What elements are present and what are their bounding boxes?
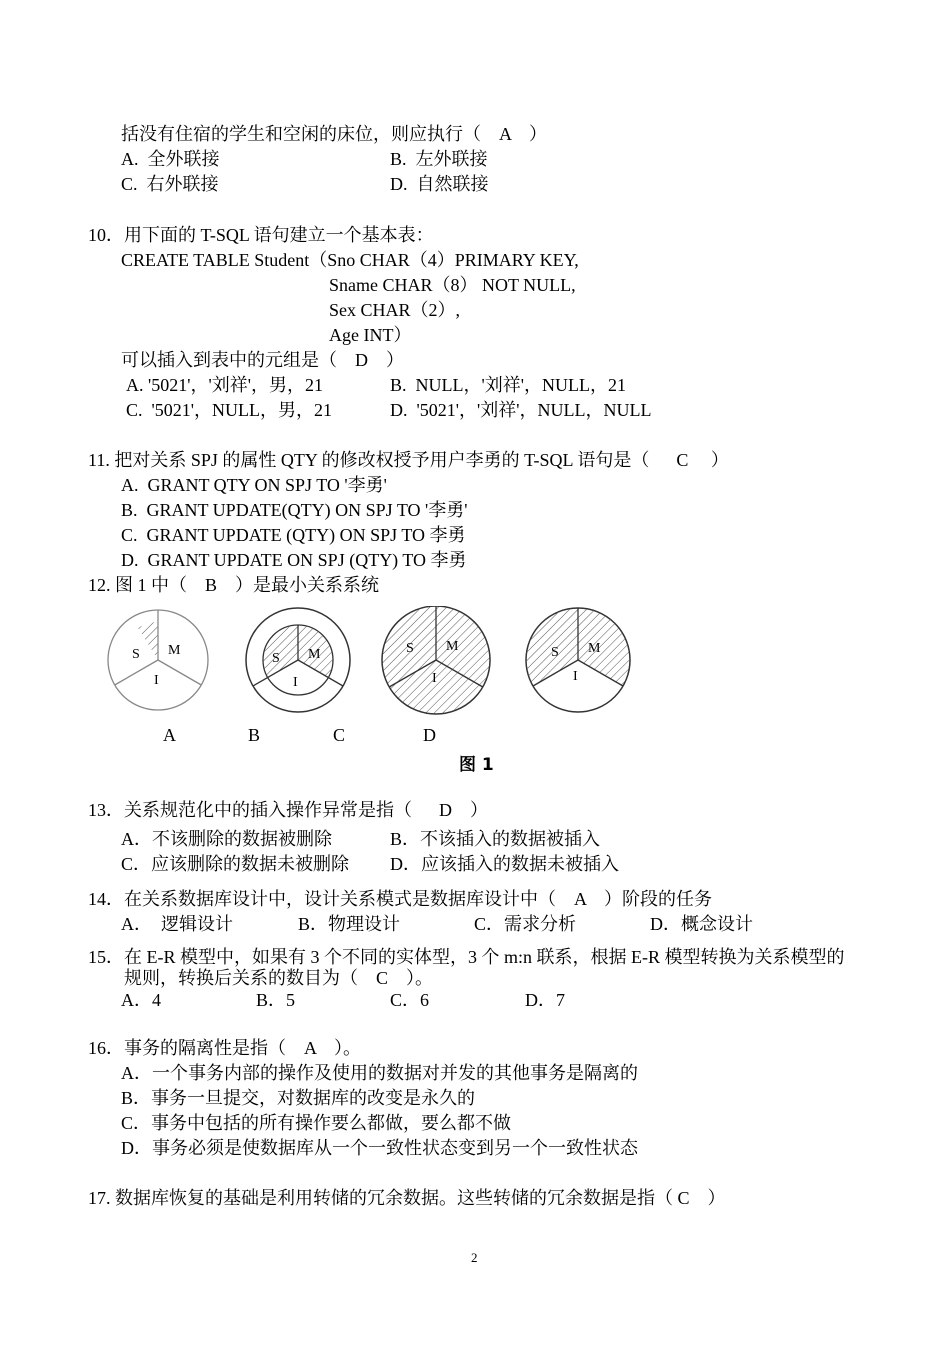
diagram-a [108,610,208,710]
q13-option-d: D．应该插入的数据未被插入 [390,854,619,874]
q10-ask: 可以插入到表中的元组是（ D ） [121,350,404,370]
diagram-b-label-m: M [308,647,321,662]
q10-option-c: C. '5021'，NULL，男，21 [126,400,332,420]
diagram-a-label-m: M [168,643,181,658]
q10-code-line-1: CREATE TABLE Student（Sno CHAR（4）PRIMARY KEY, [121,250,579,270]
q14-option-c: C．需求分析 [474,914,577,934]
diagram-a-label-s: S [132,647,140,662]
q11-option-c: C. GRANT UPDATE (QTY) ON SPJ TO 李勇 [121,525,466,545]
q16-option-b: B．事务一旦提交，对数据库的改变是永久的 [121,1088,476,1108]
q11-option-a: A. GRANT QTY ON SPJ TO '李勇' [121,475,387,495]
figure-label-c: C [333,725,346,745]
diagram-a-label-i: I [154,673,159,688]
diagram-b-label-i: I [293,675,298,690]
figure-label-d: D [423,725,436,745]
q15-option-d: D．7 [525,990,565,1010]
q14-option-a: A． 逻辑设计 [121,914,233,934]
q16-stem: 16．事务的隔离性是指（ A ）。 [88,1038,362,1058]
q11-stem: 11. 把对关系 SPJ 的属性 QTY 的修改权授予用户李勇的 T-SQL 语句是（ C ） [88,450,729,470]
q10-option-d: D. '5021'，'刘祥'，NULL，NULL [390,400,652,420]
q9-option-b: B. 左外联接 [390,149,488,169]
diagram-d [526,608,630,712]
figure-caption: 图 1 [459,755,494,775]
q12-stem: 12. 图 1 中（ B ）是最小关系系统 [88,575,380,595]
q15-stem-line-1: 15．在 E-R 模型中，如果有 3 个不同的实体型，3 个 m:n 联系，根据 E-R 模型转换为关系模型的 [88,947,845,967]
q16-option-c: C．事务中包括的所有操作要么都做，要么都不做 [121,1113,512,1133]
diagram-b-label-s: S [272,651,280,666]
q13-option-b: B．不该插入的数据被插入 [390,829,601,849]
q10-option-b: B. NULL，'刘祥'，NULL，21 [390,375,626,395]
q9-option-a: A. 全外联接 [121,149,220,169]
figure-1-diagrams [100,606,640,718]
q10-option-a: A. '5021'，'刘祥'，男，21 [126,375,323,395]
figure-label-b: B [248,725,261,745]
q15-option-a: A．4 [121,990,161,1010]
q9-option-c: C. 右外联接 [121,174,219,194]
q10-stem: 10．用下面的 T-SQL 语句建立一个基本表： [88,225,434,245]
diagram-c-label-i: I [432,671,437,686]
diagram-d-label-m: M [588,641,601,656]
q13-stem: 13．关系规范化中的插入操作异常是指（ D ） [88,800,488,820]
q16-option-a: A．一个事务内部的操作及使用的数据对并发的其他事务是隔离的 [121,1063,638,1083]
q16-option-d: D．事务必须是使数据库从一个一致性状态变到另一个一致性状态 [121,1138,638,1158]
q15-stem-line-2: 规则，转换后关系的数目为（ C ）。 [124,968,434,988]
q11-option-b: B. GRANT UPDATE(QTY) ON SPJ TO '李勇' [121,500,468,520]
q10-code-line-4: Age INT） [329,325,412,345]
diagram-d-label-i: I [573,669,578,684]
q14-stem: 14．在关系数据库设计中，设计关系模式是数据库设计中（ A ）阶段的任务 [88,889,713,909]
q11-option-d: D. GRANT UPDATE ON SPJ (QTY) TO 李勇 [121,550,467,570]
diagram-c [382,606,490,714]
q14-option-b: B．物理设计 [298,914,401,934]
q10-code-line-2: Sname CHAR（8） NOT NULL, [329,275,576,295]
diagram-c-label-m: M [446,639,459,654]
diagram-b [246,608,350,712]
q9-continuation: 括没有住宿的学生和空闲的床位，则应执行（ A ） [121,124,548,144]
q17-stem: 17. 数据库恢复的基础是利用转储的冗余数据。这些转储的冗余数据是指（ C ） [88,1188,726,1208]
diagram-d-label-s: S [551,645,559,660]
q15-option-b: B．5 [256,990,296,1010]
q13-option-a: A．不该删除的数据被删除 [121,829,332,849]
q13-option-c: C．应该删除的数据未被删除 [121,854,350,874]
q9-option-d: D. 自然联接 [390,174,489,194]
q14-option-d: D．概念设计 [650,914,753,934]
page-number: 2 [471,1250,478,1265]
q10-code-line-3: Sex CHAR（2）, [329,300,461,320]
diagram-c-label-s: S [406,641,414,656]
q15-option-c: C．6 [390,990,430,1010]
figure-label-a: A [163,725,176,745]
